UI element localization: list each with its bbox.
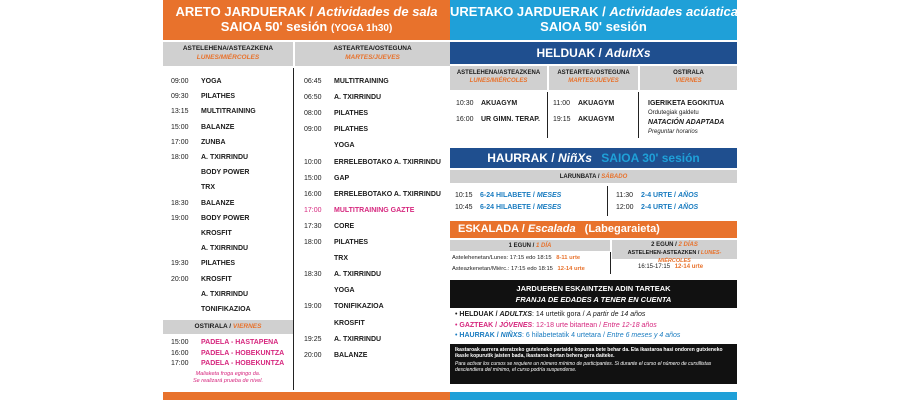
class-name: PILATHES: [201, 93, 236, 101]
schedule-row: [171, 108, 256, 115]
schedule-row: [304, 352, 367, 359]
bottom-band-blue: [450, 392, 737, 400]
schedule-row: [171, 230, 232, 237]
schedule-row: [304, 126, 368, 133]
class-name: CORE: [334, 222, 355, 230]
mon-wed-header: ASTELEHENA/ASTEAZKENA LUNES/MIÉRCOLES: [163, 42, 293, 66]
class-name: KROSFIT: [334, 319, 365, 327]
time-label: 15:00: [171, 339, 189, 346]
class-name: BODY POWER: [201, 169, 250, 177]
class-name: MULTITRAINING: [201, 108, 256, 116]
friday-row: [171, 360, 284, 367]
saturday-header: LARUNBATA / SÁBADO: [450, 170, 737, 183]
time-label: 17:00: [171, 138, 189, 146]
schedule-row: [171, 139, 226, 146]
schedule-row: [171, 245, 248, 252]
time-label: 17:00: [171, 360, 189, 367]
class-name: PADELA - HOBEKUNTZA: [201, 360, 285, 367]
class-name: PILATHES: [334, 110, 369, 118]
climbing-header: ESKALADA / Escalada (Labegaraieta): [450, 221, 737, 238]
time-label: 19:00: [171, 214, 189, 222]
class-name: BALANZE: [334, 351, 368, 359]
level-test-note: Maliaketa froga egingo da. Se realizará prueba de nivel.: [192, 371, 263, 384]
class-name: BALANZE: [201, 199, 235, 207]
schedule-row: [171, 291, 248, 298]
time-label: 09:00: [171, 78, 189, 85]
schedule-row: [171, 200, 234, 207]
schedule-row: [304, 94, 381, 101]
schedule-row: [304, 159, 441, 166]
class-name: PILATHES: [334, 239, 369, 246]
time-label: 10:00: [304, 158, 322, 166]
adult-class: 11:00 AKUAGYM: [553, 100, 615, 107]
schedule-row: [304, 336, 381, 343]
time-label: 19:30: [171, 260, 189, 268]
age-ranges-title: JARDUEREN ESKAINTZEN ADIN TARTEAK FRANJA DE EDADES A TENER EN CUENTA: [450, 280, 737, 308]
divider: [607, 186, 608, 216]
class-name: ZUNBA: [201, 138, 226, 146]
adult-col-tue-thu: ASTEARTEA/OSTEGUNA MARTES/JUEVES: [549, 66, 638, 90]
class-name: BODY POWER: [201, 214, 250, 222]
friday-row: [171, 350, 284, 357]
age-range-adults: • HELDUAK / ADULTXS: 14 urtetik gora / A partir de 14 años: [455, 311, 646, 318]
class-name: ERRELEBOTAKO A. TXIRRINDU: [334, 190, 441, 198]
climb-one-day-rows: Astelehenetan/Lunes: 17:15 edo 18:15 8-11 urte Asteazkenetan/Miérc.: 17:15 edo 18:15 12-14 urte: [452, 255, 585, 272]
kids-header: HAURRAK / NiñXs SAIOA 30' sesión: [450, 148, 737, 168]
adult-class: 10:30 AKUAGYM: [456, 100, 518, 107]
schedule-row: [304, 110, 368, 117]
schedule-row: [304, 175, 349, 182]
kids-class: 10:15 6-24 HILABETE / MESES: [455, 192, 562, 199]
time-label: 17:00: [304, 206, 322, 214]
divider: [638, 92, 639, 138]
schedule-row: [171, 124, 234, 131]
schedule-row: [171, 184, 215, 191]
adults-header: HELDUAK / AdultXs: [450, 42, 737, 64]
adult-col-mon-wed: ASTELEHENA/ASTEAZKENA LUNES/MIÉRCOLES: [450, 66, 547, 90]
class-name: YOGA: [334, 287, 355, 295]
age-range-youth: • GAZTEAK / JÓVENES: 12-18 urte bitartean / Entre 12-18 años: [455, 321, 657, 329]
schedule-row: [171, 215, 250, 222]
schedule-row: [304, 223, 354, 230]
schedule-row: [171, 78, 222, 85]
tue-thu-header: ASTEARTEA/OSTEGUNA MARTES/JUEVES: [295, 42, 450, 66]
time-label: 08:00: [304, 110, 322, 118]
class-name: ERRELEBOTAKO A. TXIRRINDU: [334, 158, 441, 166]
time-label: 20:00: [304, 351, 322, 359]
time-label: 13:15: [171, 108, 189, 116]
class-name: MULTITRAINING GAZTE: [334, 206, 415, 214]
class-name: A. TXIRRINDU: [201, 154, 249, 161]
class-name: A. TXIRRINDU: [201, 290, 249, 298]
kids-class: 11:30 2-4 URTE / AÑOS: [616, 192, 699, 199]
class-name: TRX: [334, 255, 348, 263]
schedule-row: [304, 239, 368, 246]
adapted-swimming: IGERIKETA EGOKITUA Ordutegiak galdetu NATACIÓN ADAPTADA Preguntar horarios: [648, 100, 725, 135]
column-divider: [293, 68, 294, 390]
divider: [547, 92, 548, 138]
time-label: 19:00: [304, 303, 322, 311]
time-label: 18:00: [304, 239, 322, 246]
class-name: KROSFIT: [201, 275, 232, 283]
class-name: TONIFIKAZIOA: [334, 303, 384, 311]
time-label: 06:45: [304, 78, 322, 85]
time-label: 09:30: [171, 93, 189, 101]
class-name: PADELA - HOBEKUNTZA: [201, 349, 285, 357]
time-label: 16:00: [304, 190, 322, 198]
class-name: A. TXIRRINDU: [334, 94, 382, 102]
time-label: 17:30: [304, 222, 322, 230]
friday-header: OSTIRALA / VIERNES: [163, 320, 293, 334]
schedule-row: [171, 169, 250, 176]
indoor-activities-header: ARETO JARDUERAK / Actividades de sala SAIOA 50' sesión (YOGA 1h30): [163, 0, 450, 40]
schedule-row: [171, 260, 235, 267]
class-name: TONIFIKAZIOA: [201, 306, 251, 313]
adult-class: 16:00 UR GIMN. TERAP.: [456, 116, 540, 123]
time-label: 06:50: [304, 94, 322, 102]
class-name: YOGA: [334, 142, 355, 150]
climb-two-days-row: 16:15-17:15 12-14 urte: [638, 264, 704, 270]
class-name: GAP: [334, 174, 350, 182]
time-label: 18:00: [171, 154, 189, 161]
class-name: PILATHES: [334, 126, 369, 134]
age-ranges-list: [455, 310, 680, 342]
aquatic-activities-header: URETAKO JARDUERAK / Actividades acúaticas SAIOA 50' sesión: [450, 0, 737, 40]
class-name: A. TXIRRINDU: [334, 335, 382, 343]
time-label: 16:00: [171, 349, 189, 357]
friday-row: [171, 339, 278, 346]
schedule-row: [304, 142, 355, 149]
schedule-row: [304, 191, 441, 198]
schedule-row: [304, 255, 348, 262]
minimum-participants-notice: Ikastaroak aurrera ateratzeko gutxieneko partaide kopurua bete behar da. Eta ikastaroa hasi ondoren gutxieneko ikasle kopurutik jaisten bada, ikastaroa bertan behera gera daiteke. Para activar los cursos se requiere un número mínimo de participantes. Si durante el curso el número de cursillistas desciendiera del mínimo, el curso podría suspenderse.: [450, 344, 737, 384]
schedule-row: [171, 154, 248, 161]
schedule-row: [171, 276, 232, 283]
climb-one-day-header: 1 EGUN / 1 DÍA: [450, 240, 610, 251]
time-label: 15:00: [171, 123, 189, 131]
climb-two-days-header: 2 EGUN / 2 DÍAS ASTELEHEN-ASTEAZKEN / LUNES-MIÉRCOLES: [612, 240, 737, 259]
age-range-kids: • HAURRAK / NIÑXS: 6 hilabetetatik 4 urtetara / Entre 6 meses y 4 años: [455, 332, 681, 339]
adult-col-fri: OSTIRALA VIERNES: [640, 66, 737, 90]
time-label: 18:30: [304, 271, 322, 279]
kids-class: 12:00 2-4 URTE / AÑOS: [616, 204, 699, 211]
class-name: A. TXIRRINDU: [334, 271, 382, 279]
class-name: MULTITRAINING: [334, 78, 389, 85]
class-name: YOGA: [201, 78, 222, 85]
class-name: KROSFIT: [201, 230, 232, 237]
class-name: BALANZE: [201, 123, 235, 131]
time-label: 19:25: [304, 335, 322, 343]
schedule-row: [304, 320, 365, 327]
schedule-row: [171, 306, 251, 313]
schedule-row: [304, 207, 414, 214]
time-label: 15:00: [304, 174, 322, 182]
class-name: PILATHES: [201, 260, 236, 268]
time-label: 20:00: [171, 275, 189, 283]
time-label: 09:00: [304, 126, 322, 134]
divider: [610, 252, 611, 274]
schedule-row: [304, 78, 389, 85]
class-name: TRX: [201, 184, 215, 192]
schedule-row: [304, 271, 381, 278]
kids-class: 10:45 6-24 HILABETE / MESES: [455, 204, 562, 211]
class-name: A. TXIRRINDU: [201, 245, 249, 253]
schedule-row: [304, 303, 384, 310]
adult-class: 19:15 AKUAGYM: [553, 116, 615, 123]
schedule-row: [171, 93, 235, 100]
class-name: PADELA - HASTAPENA: [201, 339, 279, 346]
time-label: 18:30: [171, 199, 189, 207]
schedule-row: [304, 287, 355, 294]
